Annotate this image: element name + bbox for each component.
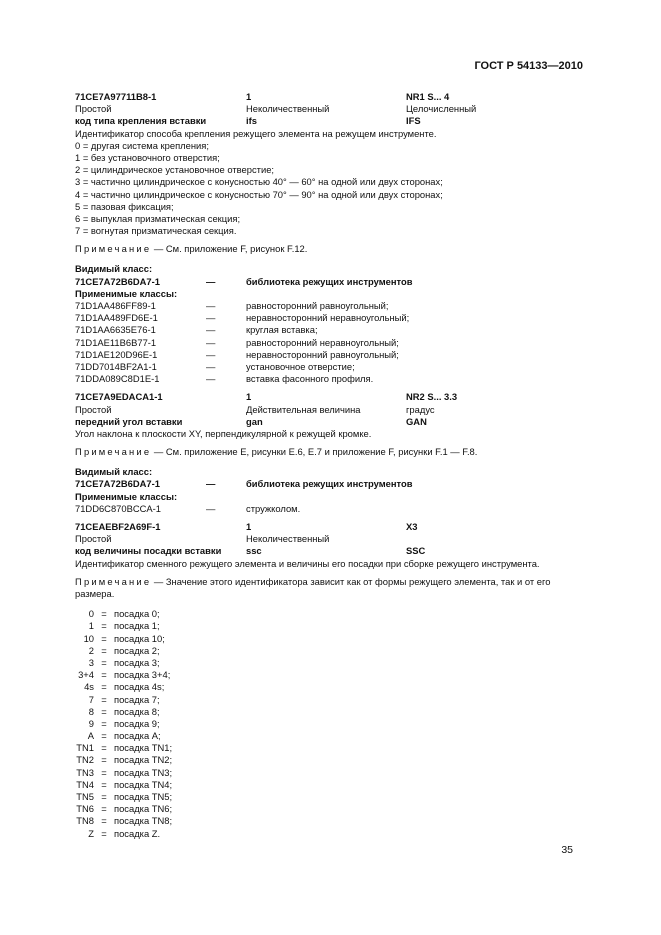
property-field: Простой <box>75 533 112 545</box>
visible-class-block <box>75 466 587 515</box>
fit-code: TN2 <box>76 754 94 766</box>
equals-sign: = <box>101 644 107 656</box>
applicable-class-row <box>75 349 587 361</box>
equals-sign: = <box>101 632 107 644</box>
property-field: код величины посадки вставки <box>75 545 222 557</box>
fit-value-item <box>75 718 587 730</box>
property-header-row <box>75 91 587 103</box>
applicable-class-row <box>75 300 587 312</box>
fit-code: 4s <box>84 681 94 693</box>
page-number: 35 <box>561 844 573 856</box>
class-name: неравносторонний равноугольный; <box>246 348 399 360</box>
page-content <box>75 91 587 846</box>
fit-name: посадка TN3; <box>114 766 173 778</box>
property-field: Неколичественный <box>246 103 330 115</box>
fit-name: посадка TN6; <box>114 803 173 815</box>
note <box>75 576 587 600</box>
property-field: IFS <box>406 115 421 127</box>
property-field: код типа крепления вставки <box>75 115 207 127</box>
class-dash: — <box>206 275 216 287</box>
property-field: gan <box>246 415 263 427</box>
fit-value-item <box>75 620 587 632</box>
equals-sign: = <box>101 620 107 632</box>
class-name: установочное отверстие; <box>246 360 355 372</box>
fit-value-item <box>75 681 587 693</box>
property-header-row <box>75 416 587 428</box>
fit-code: TN1 <box>76 742 94 754</box>
equals-sign: = <box>101 717 107 729</box>
equals-sign: = <box>101 791 107 802</box>
fit-value-item <box>75 779 587 791</box>
property-header-row <box>75 103 587 115</box>
fit-code: 10 <box>83 632 94 644</box>
property-field: Действительная величина <box>246 403 361 415</box>
visible-class-label: Видимый класс: <box>75 263 153 275</box>
property-field: Простой <box>75 103 112 115</box>
enum-value-item: 2 = цилиндрическое установочное отверстие; <box>75 164 275 176</box>
fit-value-item <box>75 754 587 766</box>
class-name: неравносторонний неравноугольный; <box>246 312 410 324</box>
fit-code: TN4 <box>76 778 94 790</box>
property-header-row <box>75 404 587 416</box>
property-field: 71CE7A97711B8-1 <box>75 91 157 102</box>
fit-code: 9 <box>88 717 94 729</box>
fit-name: посадка 8; <box>114 705 160 717</box>
fit-name: посадка 3; <box>114 656 160 668</box>
property-field: 1 <box>246 91 252 102</box>
note-label: Примечание <box>75 575 152 587</box>
class-code: 71D1AA6635E76-1 <box>75 324 156 336</box>
class-code: 71D1AA486FF89-1 <box>75 300 156 312</box>
class-dash: — <box>206 373 216 385</box>
class-dash: — <box>206 478 216 490</box>
fit-code: Z <box>88 827 94 839</box>
property-description: Идентификатор сменного режущего элемента и величины его посадки при сборке режущего инструмента. <box>75 557 540 569</box>
equals-sign: = <box>101 693 107 705</box>
fit-value-item <box>75 815 587 827</box>
equals-sign: = <box>101 656 107 668</box>
fit-name: посадка TN8; <box>114 815 173 827</box>
property-field: X3 <box>406 521 418 533</box>
note-label: Примечание <box>75 243 152 255</box>
property-field: 1 <box>246 521 252 533</box>
fit-code: 7 <box>88 693 94 705</box>
property-header-row <box>75 521 587 533</box>
visible-class-row <box>75 276 587 288</box>
enum-value-item: 0 = другая система крепления; <box>75 139 209 151</box>
fit-name: посадка 2; <box>114 644 160 656</box>
equals-sign: = <box>101 815 107 827</box>
fit-code: 0 <box>88 608 94 620</box>
property-header-row <box>75 545 587 557</box>
class-dash: — <box>206 300 216 312</box>
property-header-row <box>75 391 587 403</box>
applicable-class-row <box>75 503 587 515</box>
fit-value-item <box>75 694 587 706</box>
applicable-class-row <box>75 373 587 385</box>
applicable-class-row <box>75 361 587 373</box>
fit-value-item <box>75 742 587 754</box>
note <box>75 446 587 458</box>
class-dash: — <box>206 312 216 324</box>
property-header-row <box>75 115 587 127</box>
fit-value-item <box>75 706 587 718</box>
note-text: — См. приложение F, рисунок F.12. <box>151 243 308 255</box>
fit-code: TN8 <box>76 815 94 827</box>
fit-name: посадка 1; <box>114 620 160 632</box>
equals-sign: = <box>101 730 107 742</box>
property-field: NR2 S... 3.3 <box>406 391 458 403</box>
equals-sign: = <box>101 827 107 839</box>
standard-header: ГОСТ Р 54133—2010 <box>474 60 583 72</box>
enum-value-item: 3 = частично цилиндрическое с конусностью 40° — 60° на одной или двух сторонах; <box>75 176 443 188</box>
fit-value-item <box>75 657 587 669</box>
property-entry-insert-mounting <box>75 91 587 255</box>
property-field: NR1 S... 4 <box>406 91 450 102</box>
property-field: Целочисленный <box>406 103 477 115</box>
class-code: 71DDA089C8D1E-1 <box>75 373 160 385</box>
class-name: равносторонний неравноугольный; <box>246 336 399 348</box>
class-dash: — <box>206 348 216 360</box>
property-entry-insert-fit-size <box>75 521 587 840</box>
fit-name: посадка A; <box>114 730 161 742</box>
fit-name: посадка 4s; <box>114 681 165 693</box>
fit-code: TN3 <box>76 766 94 778</box>
equals-sign: = <box>101 766 107 778</box>
equals-sign: = <box>101 705 107 717</box>
equals-sign: = <box>101 669 107 681</box>
fit-value-item <box>75 633 587 645</box>
class-dash: — <box>206 324 216 336</box>
class-code: 71D1AA489FD6E-1 <box>75 312 158 324</box>
property-field: Неколичественный <box>246 533 330 545</box>
property-field: SSC <box>406 545 426 557</box>
fit-name: посадка TN5; <box>114 791 173 802</box>
equals-sign: = <box>101 803 107 815</box>
fit-value-item <box>75 669 587 681</box>
fit-name: посадка Z. <box>114 827 161 839</box>
class-name: круглая вставка; <box>246 324 318 336</box>
property-field: градус <box>406 403 435 415</box>
class-name: библиотека режущих инструментов <box>246 478 413 490</box>
class-code: 71D1AE120D96E-1 <box>75 348 158 360</box>
property-header-row <box>75 533 587 545</box>
fit-value-item <box>75 645 587 657</box>
fit-name: посадка 9; <box>114 717 160 729</box>
class-code: 71D1AE11B6B77-1 <box>75 336 157 348</box>
equals-sign: = <box>101 754 107 766</box>
fit-code: 1 <box>88 620 94 632</box>
fit-code: 2 <box>88 644 94 656</box>
class-dash: — <box>206 360 216 372</box>
equals-sign: = <box>101 742 107 754</box>
applicable-class-row <box>75 312 587 324</box>
property-description: Угол наклона к плоскости XY, перпендикулярной к режущей кромке. <box>75 427 372 439</box>
note <box>75 243 587 255</box>
fit-code: TN6 <box>76 803 94 815</box>
applicable-class-row <box>75 324 587 336</box>
class-code: 71DD6C870BCCA-1 <box>75 502 161 514</box>
property-field: 71CEAEBF2A69F-1 <box>75 521 161 533</box>
property-description: Идентификатор способа крепления режущего элемента на режущем инструменте. <box>75 127 437 139</box>
fit-code: A <box>87 730 94 742</box>
property-field: Простой <box>75 403 112 415</box>
property-field: ssc <box>246 545 262 557</box>
fit-name: посадка 3+4; <box>114 669 171 681</box>
property-entry-rake-angle <box>75 391 587 458</box>
fit-name: посадка TN1; <box>114 742 173 754</box>
property-field: 1 <box>246 391 252 403</box>
property-field: передний угол вставки <box>75 415 183 427</box>
visible-class-label: Видимый класс: <box>75 466 153 478</box>
fit-value-item <box>75 730 587 742</box>
class-code: 71CE7A72B6DA7-1 <box>75 275 160 287</box>
fit-code: 8 <box>88 705 94 717</box>
equals-sign: = <box>101 778 107 790</box>
class-dash: — <box>206 336 216 348</box>
visible-class-row <box>75 478 587 490</box>
fit-value-item <box>75 828 587 840</box>
fit-value-item <box>75 803 587 815</box>
property-field <box>406 533 587 545</box>
enum-value-item: 7 = вогнутая призматическая секция. <box>75 225 237 237</box>
fit-name: посадка TN2; <box>114 754 173 766</box>
fit-name: посадка 0; <box>114 608 160 620</box>
class-dash: — <box>206 502 216 514</box>
class-name: равносторонний равноугольный; <box>246 300 389 312</box>
note-label: Примечание <box>75 446 152 458</box>
class-name: стружколом. <box>246 502 301 514</box>
fit-name: посадка 7; <box>114 693 160 705</box>
enum-value-item: 6 = выпуклая призматическая секция; <box>75 212 241 224</box>
fit-code: TN5 <box>76 791 94 802</box>
enum-value-item: 5 = пазовая фиксация; <box>75 200 174 212</box>
fit-code: 3 <box>88 656 94 668</box>
class-name: библиотека режущих инструментов <box>246 275 413 287</box>
class-code: 71CE7A72B6DA7-1 <box>75 478 160 490</box>
class-name: вставка фасонного профиля. <box>246 373 374 385</box>
enum-value-item: 1 = без установочного отверстия; <box>75 151 220 163</box>
property-field: GAN <box>406 415 427 427</box>
note-text: — Значение этого идентификатора зависит как от формы режущего элемента, так и от его размера. <box>75 575 551 599</box>
applicable-class-row <box>75 337 587 349</box>
fit-value-item <box>75 608 587 620</box>
equals-sign: = <box>101 681 107 693</box>
note-text: — См. приложение E, рисунки E.6, E.7 и приложение F, рисунки F.1 — F.8. <box>151 446 478 458</box>
fit-name: посадка 10; <box>114 632 165 644</box>
applicable-classes-label: Применимые классы: <box>75 490 178 502</box>
fit-code: 3+4 <box>78 669 94 681</box>
fit-name: посадка TN4; <box>114 778 173 790</box>
equals-sign: = <box>101 608 107 620</box>
applicable-classes-label: Применимые классы: <box>75 287 178 299</box>
property-field: 71CE7A9EDACA1-1 <box>75 391 163 403</box>
fit-value-item <box>75 767 587 779</box>
property-field: ifs <box>246 115 257 127</box>
fit-value-item <box>75 791 587 803</box>
visible-class-block <box>75 263 587 385</box>
class-code: 71DD7014BF2A1-1 <box>75 360 157 372</box>
enum-value-item: 4 = частично цилиндрическое с конусностью 70° — 90° на одной или двух сторонах; <box>75 188 443 200</box>
